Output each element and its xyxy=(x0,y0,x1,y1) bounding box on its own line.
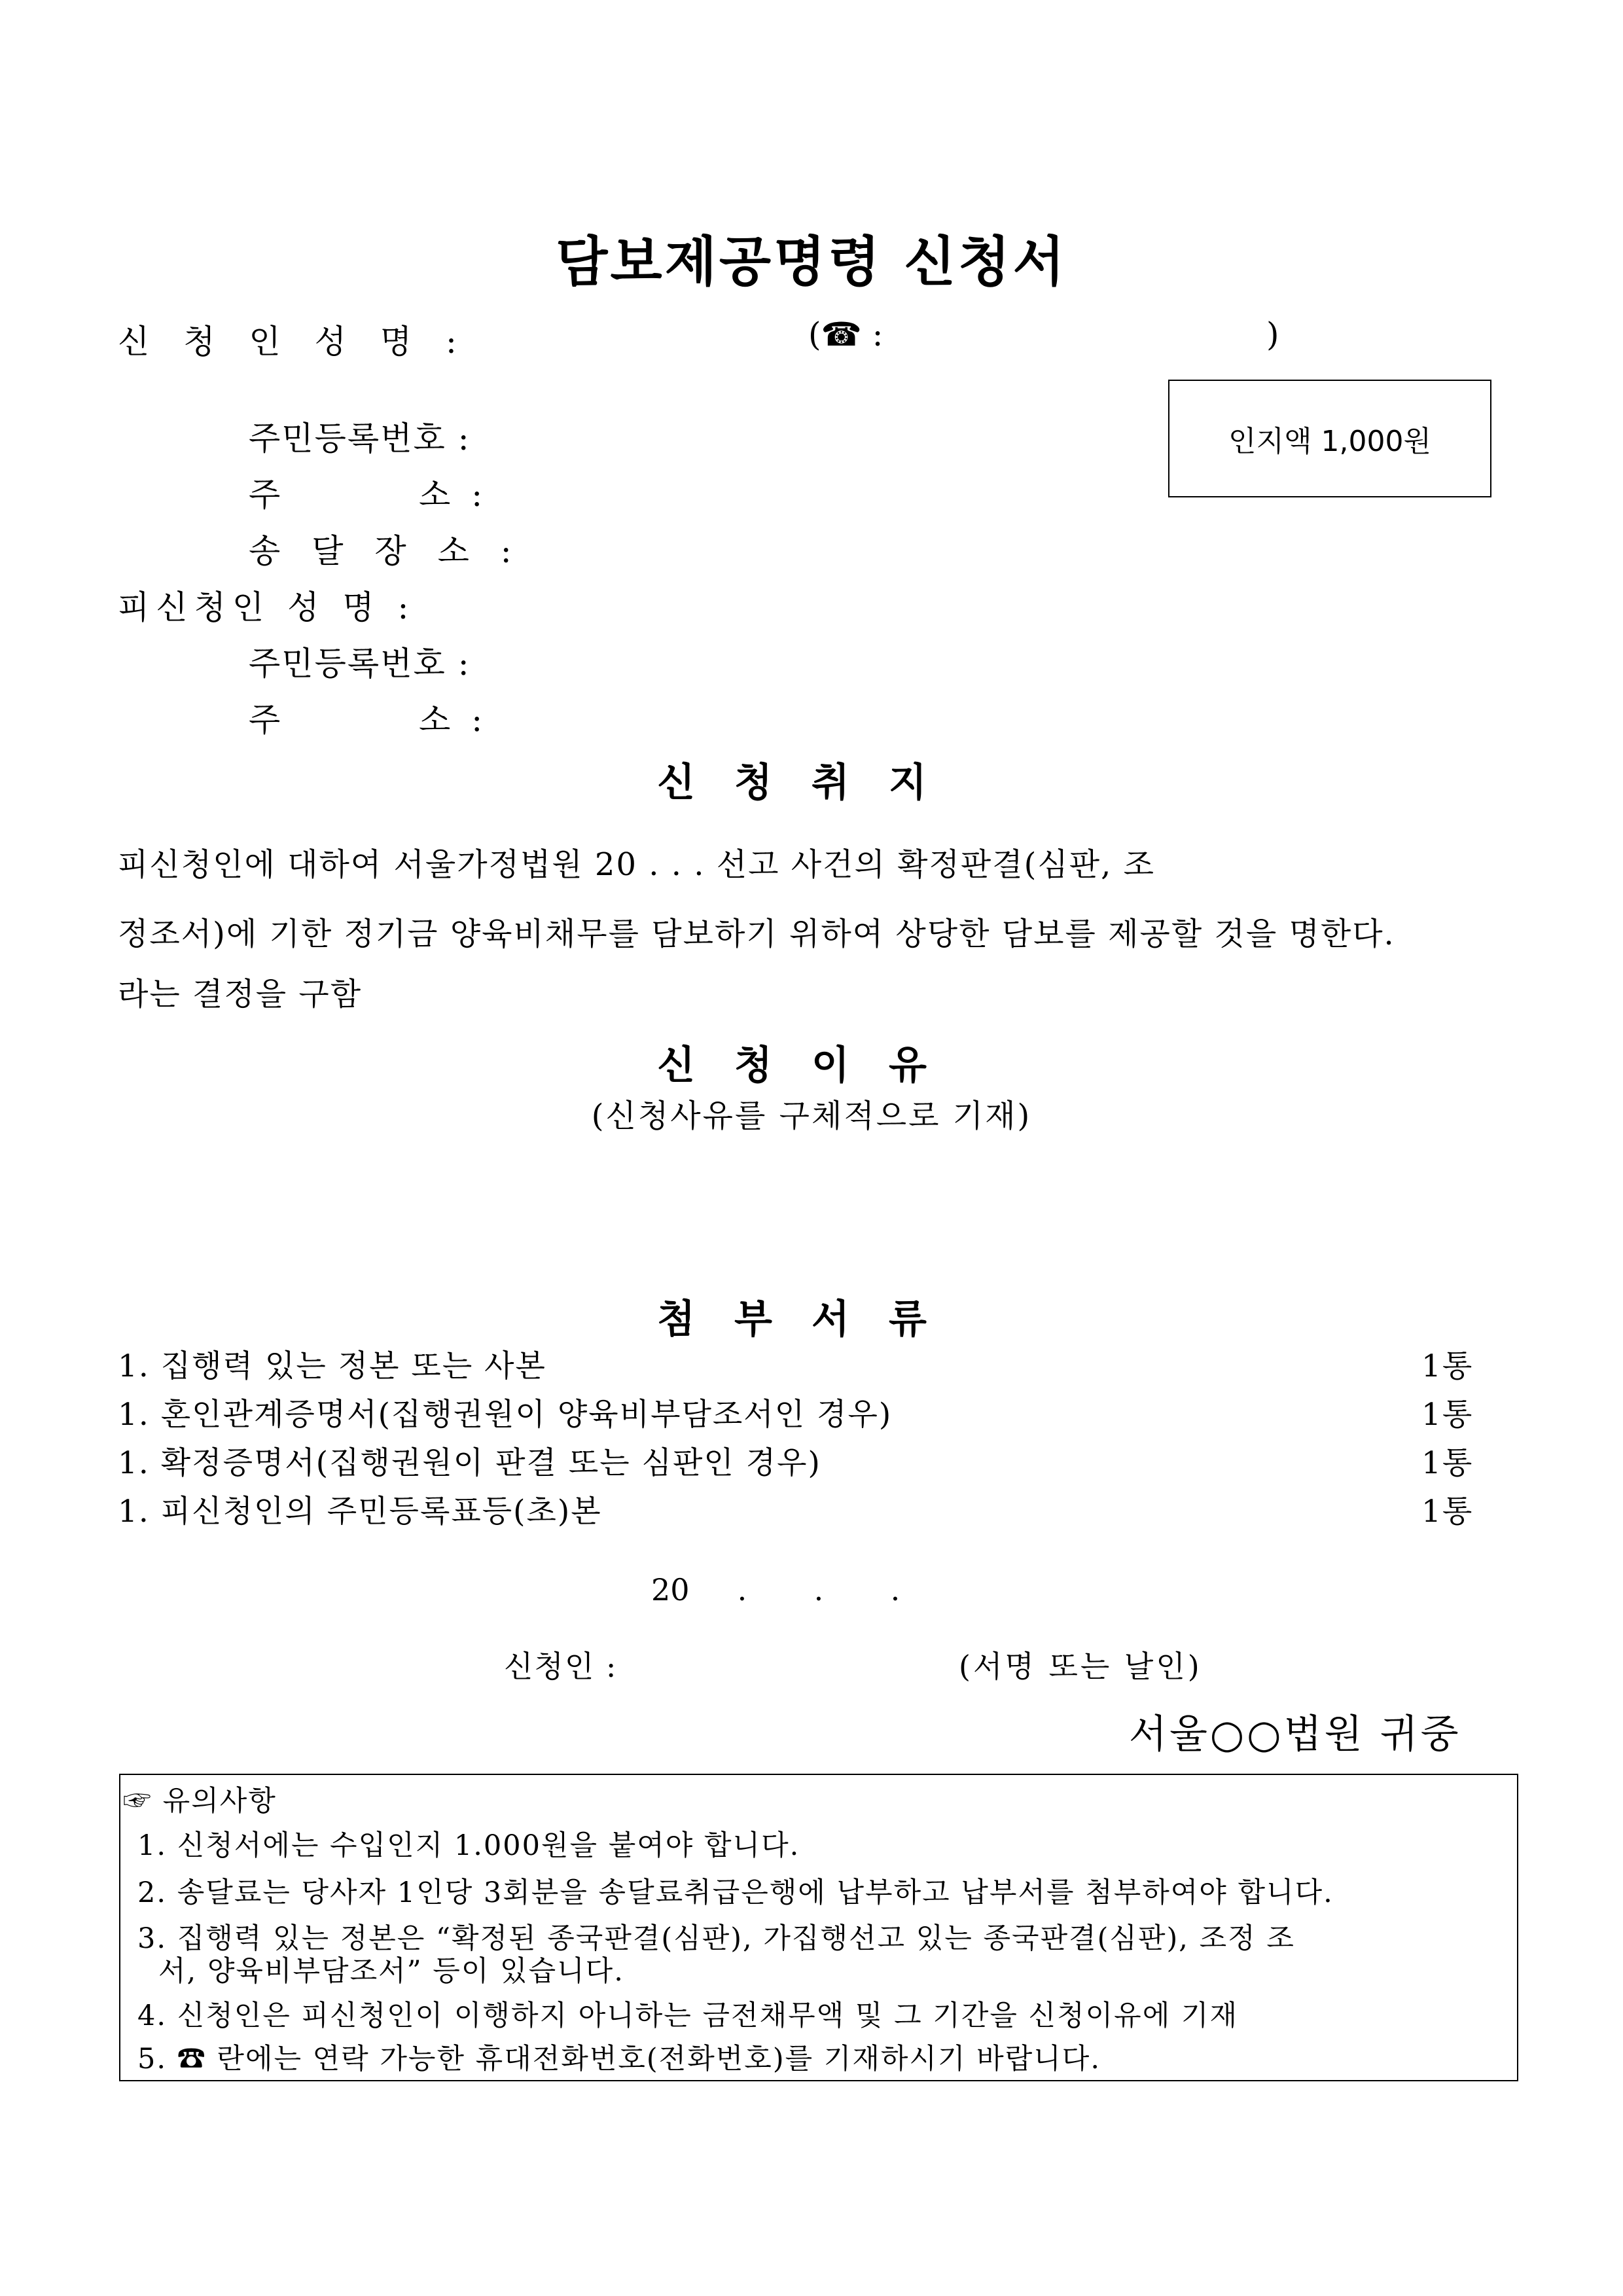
applicant-address-label-a: 주 xyxy=(249,476,281,514)
note-item-3-cont: 서, 양육비부담조서” 등이 있습니다. xyxy=(158,1955,624,1988)
court-addressee: 서울○○법원 귀중 xyxy=(1129,1712,1461,1757)
reason-heading: 신청이유 xyxy=(657,1043,966,1088)
attachments-heading: 첨부서류 xyxy=(657,1297,966,1342)
stamp-fee-text: 인지액 1,000원 xyxy=(1228,425,1431,458)
applicant-phone-close: ) xyxy=(1266,315,1279,353)
applicant-phone-open: (☎ : xyxy=(808,315,883,353)
reason-subtitle: (신청사유를 구체적으로 기재) xyxy=(591,1098,1032,1134)
applicant-address-label-b: 소 : xyxy=(419,476,488,514)
signature-label: 신청인 : xyxy=(504,1649,618,1684)
respondent-rrn-label: 주민등록번호 : xyxy=(249,645,471,683)
applicant-service-label: 송 달 장 소 : xyxy=(249,532,522,570)
attachment-item-2: 1. 혼인관계증명서(집행권원이 양육비부담조서인 경우) xyxy=(118,1397,893,1433)
respondent-address-label-a: 주 xyxy=(249,701,281,739)
respondent-name-label: 피신청인 성 명 : xyxy=(118,588,416,626)
signature-note: (서명 또는 날인) xyxy=(959,1649,1202,1684)
respondent-address-label-b: 소 : xyxy=(419,701,488,739)
note-item-2: 2. 송달료는 당사자 1인당 3회분을 송달료취급은행에 납부하고 납부서를 첨부하여야 합니다. xyxy=(137,1876,1334,1909)
attachment-count-3: 1통 xyxy=(1421,1445,1474,1481)
document-title: 담보제공명령 신청서 xyxy=(556,231,1067,293)
attachment-count-4: 1통 xyxy=(1421,1494,1474,1530)
purpose-line-1: 피신청인에 대하여 서울가정법원 20 . . . 선고 사건의 확정판결(심판, 조 xyxy=(118,846,1155,883)
applicant-rrn-label: 주민등록번호 : xyxy=(249,420,471,457)
stamp-fee-box xyxy=(1168,380,1491,497)
note-item-1: 1. 신청서에는 수입인지 1.000원을 붙여야 합니다. xyxy=(137,1829,800,1862)
note-item-5: 5. ☎ 란에는 연락 가능한 휴대전화번호(전화번호)를 기재하시기 바랍니다. xyxy=(137,2043,1101,2075)
notes-box xyxy=(119,1774,1518,2081)
attachment-item-1: 1. 집행력 있는 정본 또는 사본 xyxy=(118,1348,546,1384)
date-line: 20 . . . xyxy=(651,1572,901,1607)
notes-title: ☞ 유의사항 xyxy=(123,1785,277,1818)
attachment-item-4: 1. 피신청인의 주민등록표등(초)본 xyxy=(118,1494,602,1530)
attachment-count-1: 1통 xyxy=(1421,1348,1474,1384)
purpose-line-3: 라는 결정을 구함 xyxy=(118,976,363,1013)
purpose-heading: 신청취지 xyxy=(657,760,966,806)
purpose-line-2: 정조서)에 기한 정기금 양육비채무를 담보하기 위하여 상당한 담보를 제공할 것을 명한다. xyxy=(118,916,1395,952)
attachment-count-2: 1통 xyxy=(1421,1397,1474,1433)
attachment-item-3: 1. 확정증명서(집행권원이 판결 또는 심판인 경우) xyxy=(118,1445,821,1481)
note-item-4: 4. 신청인은 피신청인이 이행하지 아니하는 금전채무액 및 그 기간을 신청이유에 기재 xyxy=(137,2000,1239,2032)
applicant-name-label: 신 청 인 성 명 : xyxy=(118,323,469,361)
note-item-3: 3. 집행력 있는 정본은 “확정된 종국판결(심판), 가집행선고 있는 종국판결(심판), 조정 조 xyxy=(137,1922,1295,1955)
